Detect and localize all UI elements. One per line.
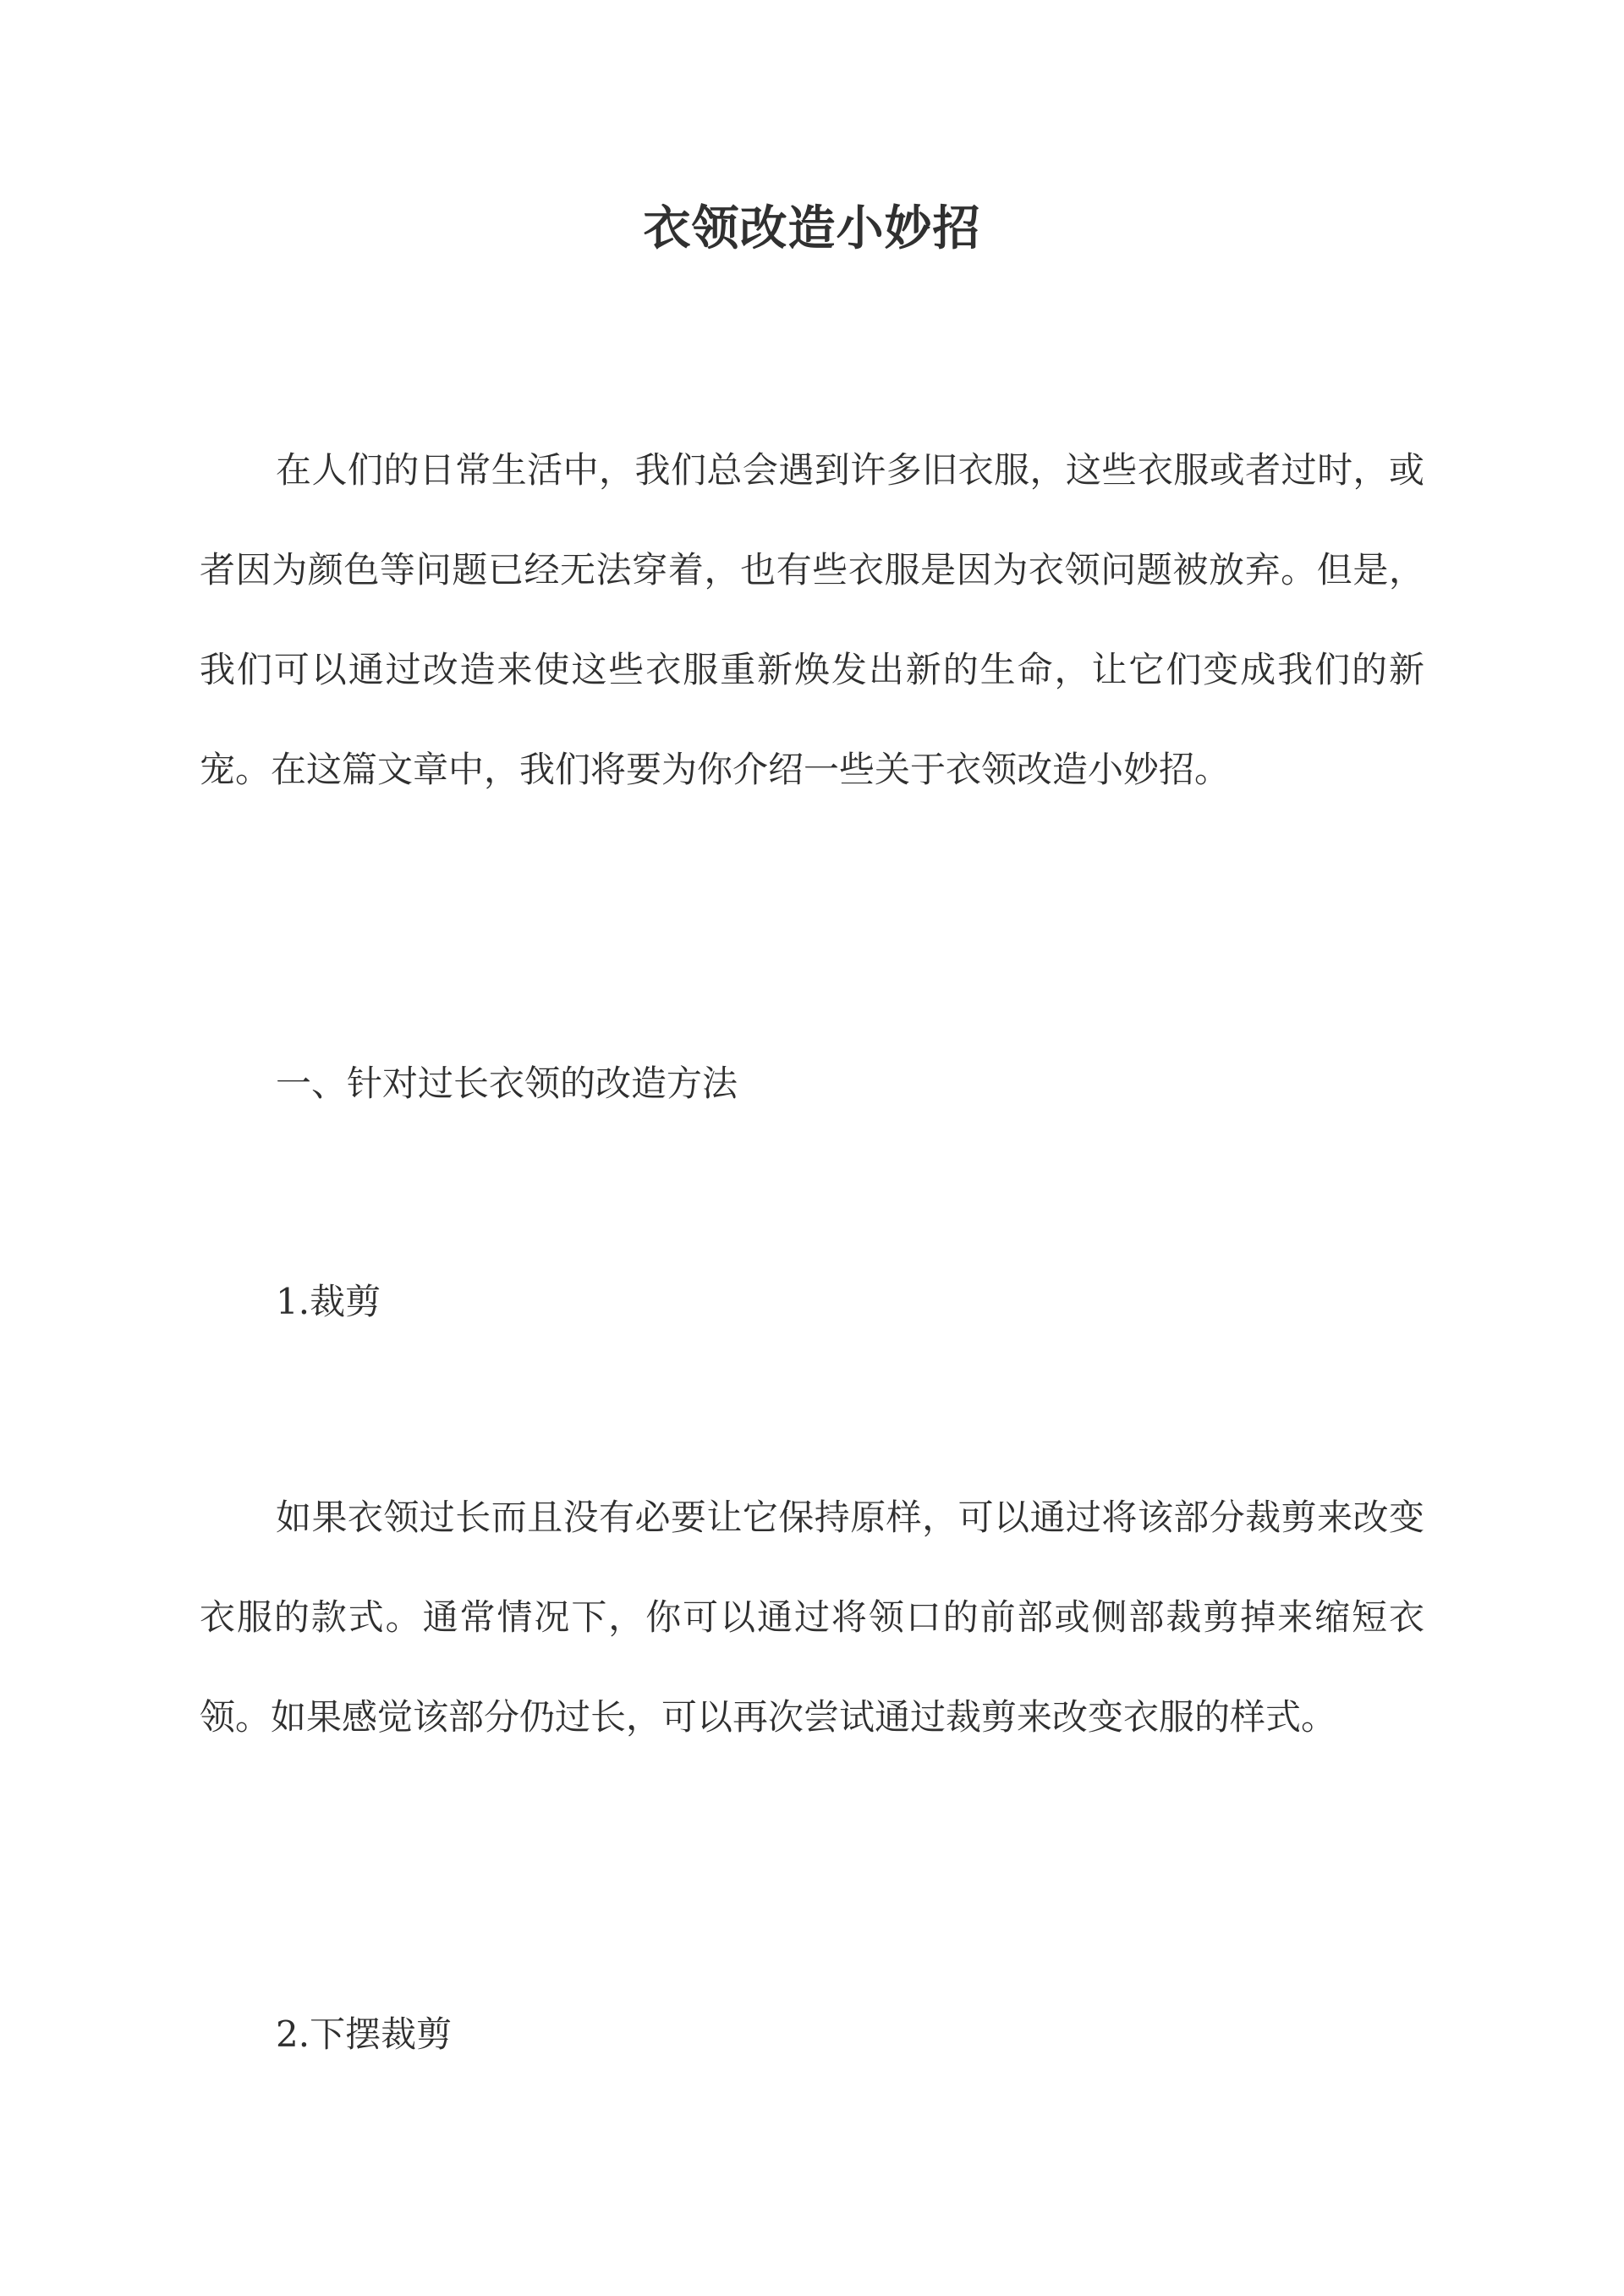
section-heading-1: 一、针对过长衣领的改造方法 <box>276 1063 738 1104</box>
item-heading-1: 1.裁剪 <box>276 1281 381 1322</box>
intro-paragraph: 在人们的日常生活中，我们总会遇到许多旧衣服，这些衣服或者过时，或者因为颜色等问题已经无法穿着，也有些衣服是因为衣领问题被放弃。但是，我们可以通过改造来使这些衣服重新焕发出新的生命，让它们变成我们的新宠。在这篇文章中，我们将要为你介绍一些关于衣领改造小妙招。 <box>200 449 1424 790</box>
item-heading-2: 2.下摆裁剪 <box>276 2013 453 2055</box>
document-title: 衣领改造小妙招 <box>643 200 981 256</box>
item-1-paragraph: 如果衣领过长而且没有必要让它保持原样，可以通过将该部分裁剪来改变衣服的款式。通常情况下，你可以通过将领口的前部或侧部裁剪掉来缩短衣领。如果感觉该部分仍过长，可以再次尝试通过裁剪来改变衣服的样式。 <box>200 1497 1424 1738</box>
